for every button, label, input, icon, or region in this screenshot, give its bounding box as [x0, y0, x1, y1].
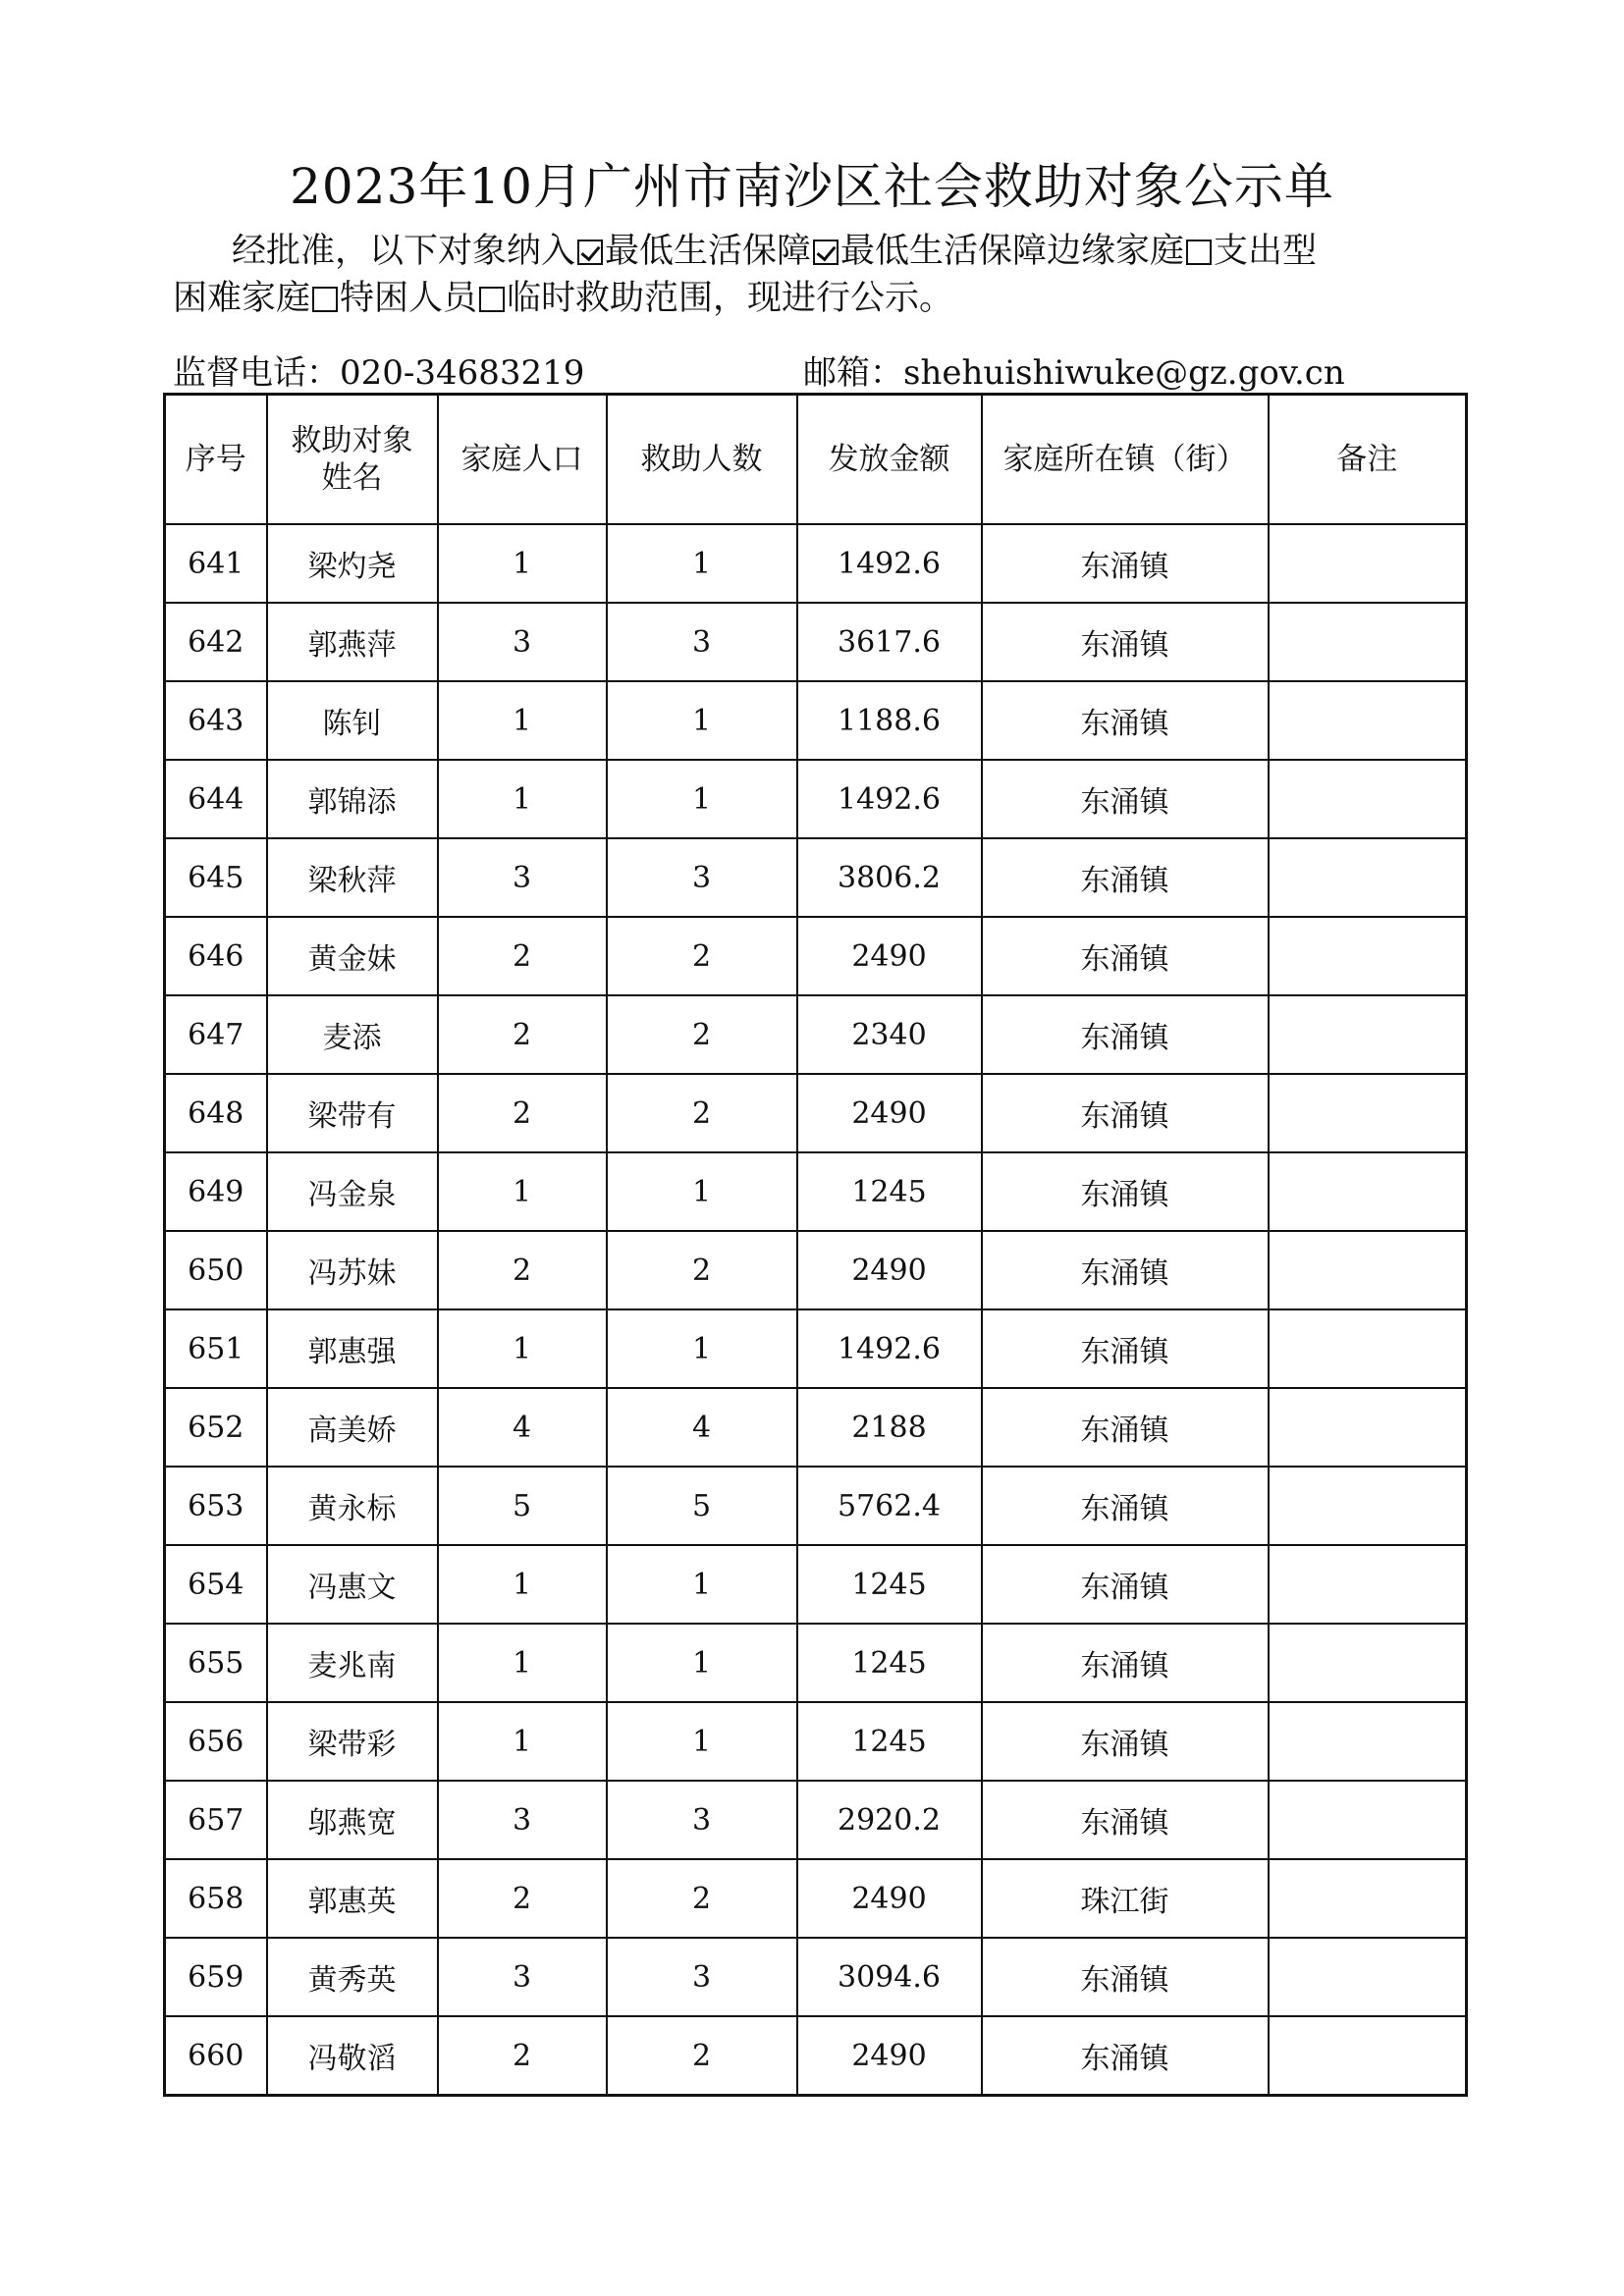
cell-town: 东涌镇	[982, 1388, 1269, 1467]
table-row	[165, 1702, 1467, 1781]
cell-name: 梁秋萍	[267, 838, 438, 917]
cell-amount: 1492.6	[797, 524, 982, 603]
table-row	[165, 1388, 1467, 1467]
cell-name: 冯金泉	[267, 1152, 438, 1231]
cell-index: 656	[165, 1702, 267, 1781]
header-town: 家庭所在镇（街）	[982, 395, 1269, 525]
cell-town: 东涌镇	[982, 1781, 1269, 1859]
table-row	[165, 2016, 1467, 2096]
cell-town: 东涌镇	[982, 603, 1269, 681]
cell-town: 东涌镇	[982, 1702, 1269, 1781]
cell-amount: 2490	[797, 917, 982, 995]
cell-remarks	[1269, 1074, 1467, 1152]
cell-household-size: 1	[438, 1309, 607, 1388]
table-row	[165, 1152, 1467, 1231]
cell-index: 652	[165, 1388, 267, 1467]
table-row	[165, 1231, 1467, 1309]
intro-prefix: 经批准，以下对象纳入	[232, 232, 576, 271]
cell-household-size: 2	[438, 1231, 607, 1309]
assistance-table	[163, 393, 1468, 2097]
checkbox-unchecked-icon	[1186, 240, 1212, 265]
cell-town: 东涌镇	[982, 995, 1269, 1074]
cell-town: 东涌镇	[982, 1074, 1269, 1152]
cell-name: 冯敬滔	[267, 2016, 438, 2096]
cell-aided-count: 5	[607, 1467, 797, 1545]
cell-household-size: 2	[438, 995, 607, 1074]
cell-index: 657	[165, 1781, 267, 1859]
cell-amount: 3617.6	[797, 603, 982, 681]
cell-household-size: 5	[438, 1467, 607, 1545]
cell-name: 高美娇	[267, 1388, 438, 1467]
cell-household-size: 2	[438, 1074, 607, 1152]
cell-aided-count: 4	[607, 1388, 797, 1467]
cell-household-size: 1	[438, 1545, 607, 1624]
cell-household-size: 1	[438, 1702, 607, 1781]
cell-town: 东涌镇	[982, 1309, 1269, 1388]
table-row	[165, 1545, 1467, 1624]
cell-index: 646	[165, 917, 267, 995]
cell-remarks	[1269, 1388, 1467, 1467]
cell-town: 东涌镇	[982, 2016, 1269, 2096]
cell-amount: 1245	[797, 1152, 982, 1231]
cell-remarks	[1269, 1152, 1467, 1231]
cell-remarks	[1269, 838, 1467, 917]
checkbox-checked-icon	[577, 240, 603, 265]
option-label-part: 困难家庭	[173, 279, 311, 318]
cell-name: 冯惠文	[267, 1545, 438, 1624]
cell-household-size: 2	[438, 917, 607, 995]
option-label: 特困人员	[340, 279, 478, 318]
cell-remarks	[1269, 1624, 1467, 1702]
cell-index: 645	[165, 838, 267, 917]
cell-index: 643	[165, 681, 267, 760]
option-label: 最低生活保障边缘家庭	[840, 232, 1185, 271]
cell-household-size: 3	[438, 838, 607, 917]
header-aided-count: 救助人数	[607, 395, 797, 525]
cell-amount: 2490	[797, 1859, 982, 1938]
cell-index: 653	[165, 1467, 267, 1545]
cell-household-size: 1	[438, 1624, 607, 1702]
cell-amount: 5762.4	[797, 1467, 982, 1545]
page-title: 2023年10月广州市南沙区社会救助对象公示单	[290, 158, 1334, 215]
cell-aided-count: 2	[607, 2016, 797, 2096]
cell-household-size: 3	[438, 603, 607, 681]
cell-town: 东涌镇	[982, 1152, 1269, 1231]
cell-aided-count: 3	[607, 1938, 797, 2016]
cell-household-size: 1	[438, 760, 607, 838]
cell-remarks	[1269, 1938, 1467, 2016]
cell-town: 东涌镇	[982, 760, 1269, 838]
table-row	[165, 1624, 1467, 1702]
cell-name: 黄金妹	[267, 917, 438, 995]
cell-household-size: 1	[438, 1152, 607, 1231]
cell-name: 郭惠强	[267, 1309, 438, 1388]
header-amount: 发放金额	[797, 395, 982, 525]
cell-remarks	[1269, 2016, 1467, 2096]
cell-name: 邬燕宽	[267, 1781, 438, 1859]
cell-household-size: 3	[438, 1938, 607, 2016]
cell-amount: 2490	[797, 1074, 982, 1152]
cell-name: 梁带彩	[267, 1702, 438, 1781]
option-label: 临时救助范围，现进行公示。	[507, 279, 954, 318]
cell-aided-count: 1	[607, 760, 797, 838]
cell-amount: 1245	[797, 1545, 982, 1624]
cell-amount: 2490	[797, 2016, 982, 2096]
cell-index: 647	[165, 995, 267, 1074]
cell-remarks	[1269, 1467, 1467, 1545]
cell-aided-count: 2	[607, 917, 797, 995]
table-row	[165, 838, 1467, 917]
cell-aided-count: 3	[607, 603, 797, 681]
cell-remarks	[1269, 917, 1467, 995]
table-row	[165, 1781, 1467, 1859]
cell-name: 黄永标	[267, 1467, 438, 1545]
cell-amount: 1492.6	[797, 1309, 982, 1388]
cell-amount: 1245	[797, 1624, 982, 1702]
cell-remarks	[1269, 524, 1467, 603]
cell-remarks	[1269, 1545, 1467, 1624]
cell-town: 东涌镇	[982, 1624, 1269, 1702]
cell-amount: 2340	[797, 995, 982, 1074]
cell-household-size: 4	[438, 1388, 607, 1467]
cell-amount: 2920.2	[797, 1781, 982, 1859]
checkbox-unchecked-icon	[312, 287, 338, 312]
table-row	[165, 524, 1467, 603]
cell-name: 梁灼尧	[267, 524, 438, 603]
cell-amount: 2490	[797, 1231, 982, 1309]
cell-index: 660	[165, 2016, 267, 2096]
cell-town: 东涌镇	[982, 681, 1269, 760]
table-row	[165, 1467, 1467, 1545]
cell-remarks	[1269, 1781, 1467, 1859]
cell-index: 651	[165, 1309, 267, 1388]
cell-household-size: 2	[438, 2016, 607, 2096]
cell-name: 郭燕萍	[267, 603, 438, 681]
cell-name: 梁带有	[267, 1074, 438, 1152]
cell-aided-count: 1	[607, 1545, 797, 1624]
cell-index: 658	[165, 1859, 267, 1938]
cell-town: 东涌镇	[982, 838, 1269, 917]
cell-aided-count: 1	[607, 524, 797, 603]
table-row	[165, 1938, 1467, 2016]
cell-remarks	[1269, 603, 1467, 681]
cell-index: 641	[165, 524, 267, 603]
cell-aided-count: 2	[607, 1074, 797, 1152]
header-name: 救助对象 姓名	[267, 395, 438, 525]
option-label: 最低生活保障	[605, 232, 812, 271]
cell-household-size: 2	[438, 1859, 607, 1938]
table-row	[165, 681, 1467, 760]
cell-index: 650	[165, 1231, 267, 1309]
cell-town: 东涌镇	[982, 524, 1269, 603]
cell-household-size: 1	[438, 524, 607, 603]
cell-remarks	[1269, 1231, 1467, 1309]
cell-index: 642	[165, 603, 267, 681]
cell-aided-count: 3	[607, 1781, 797, 1859]
cell-index: 648	[165, 1074, 267, 1152]
cell-town: 东涌镇	[982, 1938, 1269, 2016]
cell-aided-count: 1	[607, 1309, 797, 1388]
checkbox-checked-icon	[813, 240, 839, 265]
cell-town: 东涌镇	[982, 1467, 1269, 1545]
table-body	[165, 524, 1467, 2096]
table-row	[165, 603, 1467, 681]
cell-household-size: 1	[438, 681, 607, 760]
cell-index: 649	[165, 1152, 267, 1231]
cell-aided-count: 1	[607, 1624, 797, 1702]
cell-amount: 2188	[797, 1388, 982, 1467]
cell-amount: 3806.2	[797, 838, 982, 917]
table-row	[165, 1309, 1467, 1388]
intro-paragraph	[173, 228, 1479, 322]
cell-aided-count: 2	[607, 1231, 797, 1309]
table-row	[165, 1074, 1467, 1152]
cell-remarks	[1269, 1859, 1467, 1938]
header-household-size: 家庭人口	[438, 395, 607, 525]
cell-index: 644	[165, 760, 267, 838]
cell-remarks	[1269, 995, 1467, 1074]
cell-name: 麦兆南	[267, 1624, 438, 1702]
intro-line-2	[173, 275, 1479, 322]
cell-aided-count: 1	[607, 681, 797, 760]
cell-remarks	[1269, 1309, 1467, 1388]
cell-household-size: 3	[438, 1781, 607, 1859]
contact-email: 邮箱：shehuishiwuke@gz.gov.cn	[803, 353, 1345, 393]
option-label-part: 支出型	[1214, 232, 1318, 271]
cell-amount: 1188.6	[797, 681, 982, 760]
cell-index: 654	[165, 1545, 267, 1624]
table-row	[165, 917, 1467, 995]
table-row	[165, 760, 1467, 838]
table-row	[165, 995, 1467, 1074]
cell-index: 655	[165, 1624, 267, 1702]
cell-name: 冯苏妹	[267, 1231, 438, 1309]
cell-aided-count: 3	[607, 838, 797, 917]
cell-aided-count: 1	[607, 1152, 797, 1231]
cell-aided-count: 2	[607, 995, 797, 1074]
checkbox-unchecked-icon	[479, 287, 505, 312]
cell-town: 东涌镇	[982, 1545, 1269, 1624]
header-index: 序号	[165, 395, 267, 525]
cell-name: 陈钊	[267, 681, 438, 760]
cell-amount: 1245	[797, 1702, 982, 1781]
cell-remarks	[1269, 681, 1467, 760]
table-header-row	[165, 395, 1467, 525]
cell-town: 东涌镇	[982, 917, 1269, 995]
cell-name: 郭锦添	[267, 760, 438, 838]
cell-town: 东涌镇	[982, 1231, 1269, 1309]
cell-town: 珠江街	[982, 1859, 1269, 1938]
cell-remarks	[1269, 760, 1467, 838]
cell-amount: 1492.6	[797, 760, 982, 838]
supervision-phone: 监督电话：020-34683219	[173, 353, 585, 393]
table-row	[165, 1859, 1467, 1938]
cell-aided-count: 1	[607, 1702, 797, 1781]
intro-line-1	[173, 228, 1479, 275]
cell-aided-count: 2	[607, 1859, 797, 1938]
header-remarks: 备注	[1269, 395, 1467, 525]
cell-name: 麦添	[267, 995, 438, 1074]
cell-index: 659	[165, 1938, 267, 2016]
cell-name: 黄秀英	[267, 1938, 438, 2016]
cell-remarks	[1269, 1702, 1467, 1781]
cell-amount: 3094.6	[797, 1938, 982, 2016]
cell-name: 郭惠英	[267, 1859, 438, 1938]
